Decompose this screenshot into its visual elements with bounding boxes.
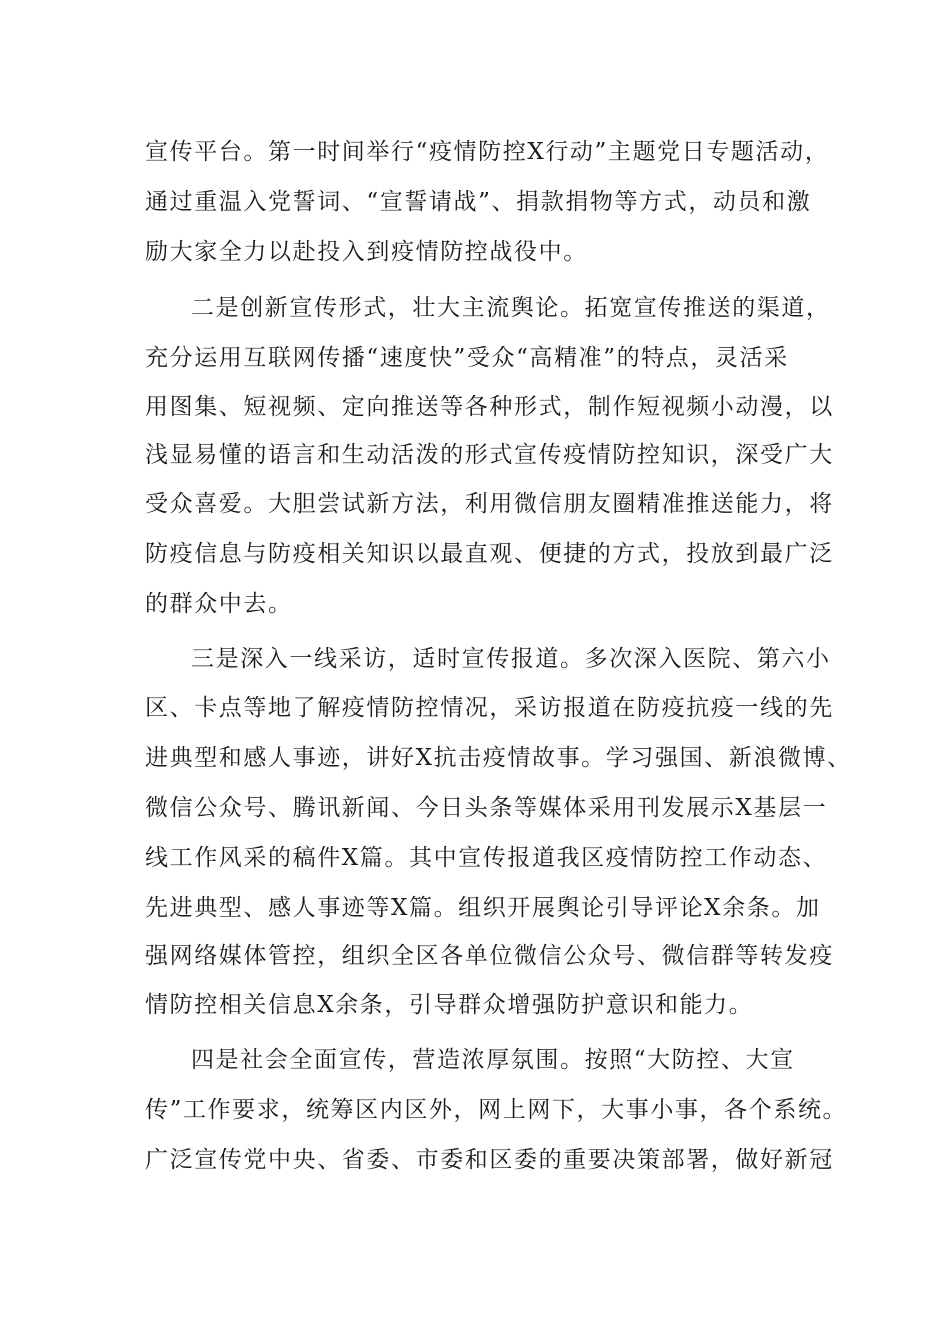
text-line: 区、卡点等地了解疫情防控情况，采访报道在防疫抗疫一线的先 [145, 695, 834, 721]
paragraph-start-line: 二是创新宣传形式，壮大主流舆论。拓宽宣传推送的渠道， [191, 295, 831, 321]
text-line: 的群众中去。 [145, 591, 293, 617]
text-line: 广泛宣传党中央、省委、市委和区委的重要决策部署，做好新冠 [145, 1147, 834, 1173]
text-line: 宣传平台。第一时间举行“疫情防控X行动”主题党日专题活动， [145, 139, 830, 165]
text-line: 浅显易懂的语言和生动活泼的形式宣传疫情防控知识，深受广大 [145, 442, 834, 468]
text-line: 充分运用互联网传播“速度快”受众“高精准”的特点，灵活采 [145, 345, 789, 371]
text-line: 强网络媒体管控，组织全区各单位微信公众号、微信群等转发疫 [145, 943, 834, 969]
text-line: 用图集、短视频、定向推送等各种形式，制作短视频小动漫，以 [145, 394, 834, 420]
text-line: 微信公众号、腾讯新闻、今日头条等媒体采用刊发展示X基层一 [145, 795, 828, 821]
text-line: 情防控相关信息X余条，引导群众增强防护意识和能力。 [145, 992, 754, 1018]
text-line: 受众喜爱。大胆尝试新方法，利用微信朋友圈精准推送能力，将 [145, 491, 834, 517]
text-line: 通过重温入党誓词、“宣誓请战”、捐款捐物等方式，动员和激 [145, 189, 812, 215]
text-line: 防疫信息与防疫相关知识以最直观、便捷的方式，投放到最广泛 [145, 541, 834, 567]
paragraph-start-line: 三是深入一线采访，适时宣传报道。多次深入医院、第六小 [191, 646, 831, 672]
text-line: 传”工作要求，统筹区内区外，网上网下，大事小事，各个系统。 [145, 1097, 848, 1123]
text-line: 励大家全力以赴投入到疫情防控战役中。 [145, 239, 588, 265]
text-line: 先进典型、感人事迹等X篇。组织开展舆论引导评论X余条。加 [145, 895, 821, 921]
paragraph-start-line: 四是社会全面宣传，营造浓厚氛围。按照“大防控、大宣 [191, 1047, 795, 1073]
text-line: 进典型和感人事迹，讲好X抗击疫情故事。学习强国、新浪微博、 [145, 745, 852, 771]
text-line: 线工作风采的稿件X篇。其中宣传报道我区疫情防控工作动态、 [145, 845, 828, 871]
